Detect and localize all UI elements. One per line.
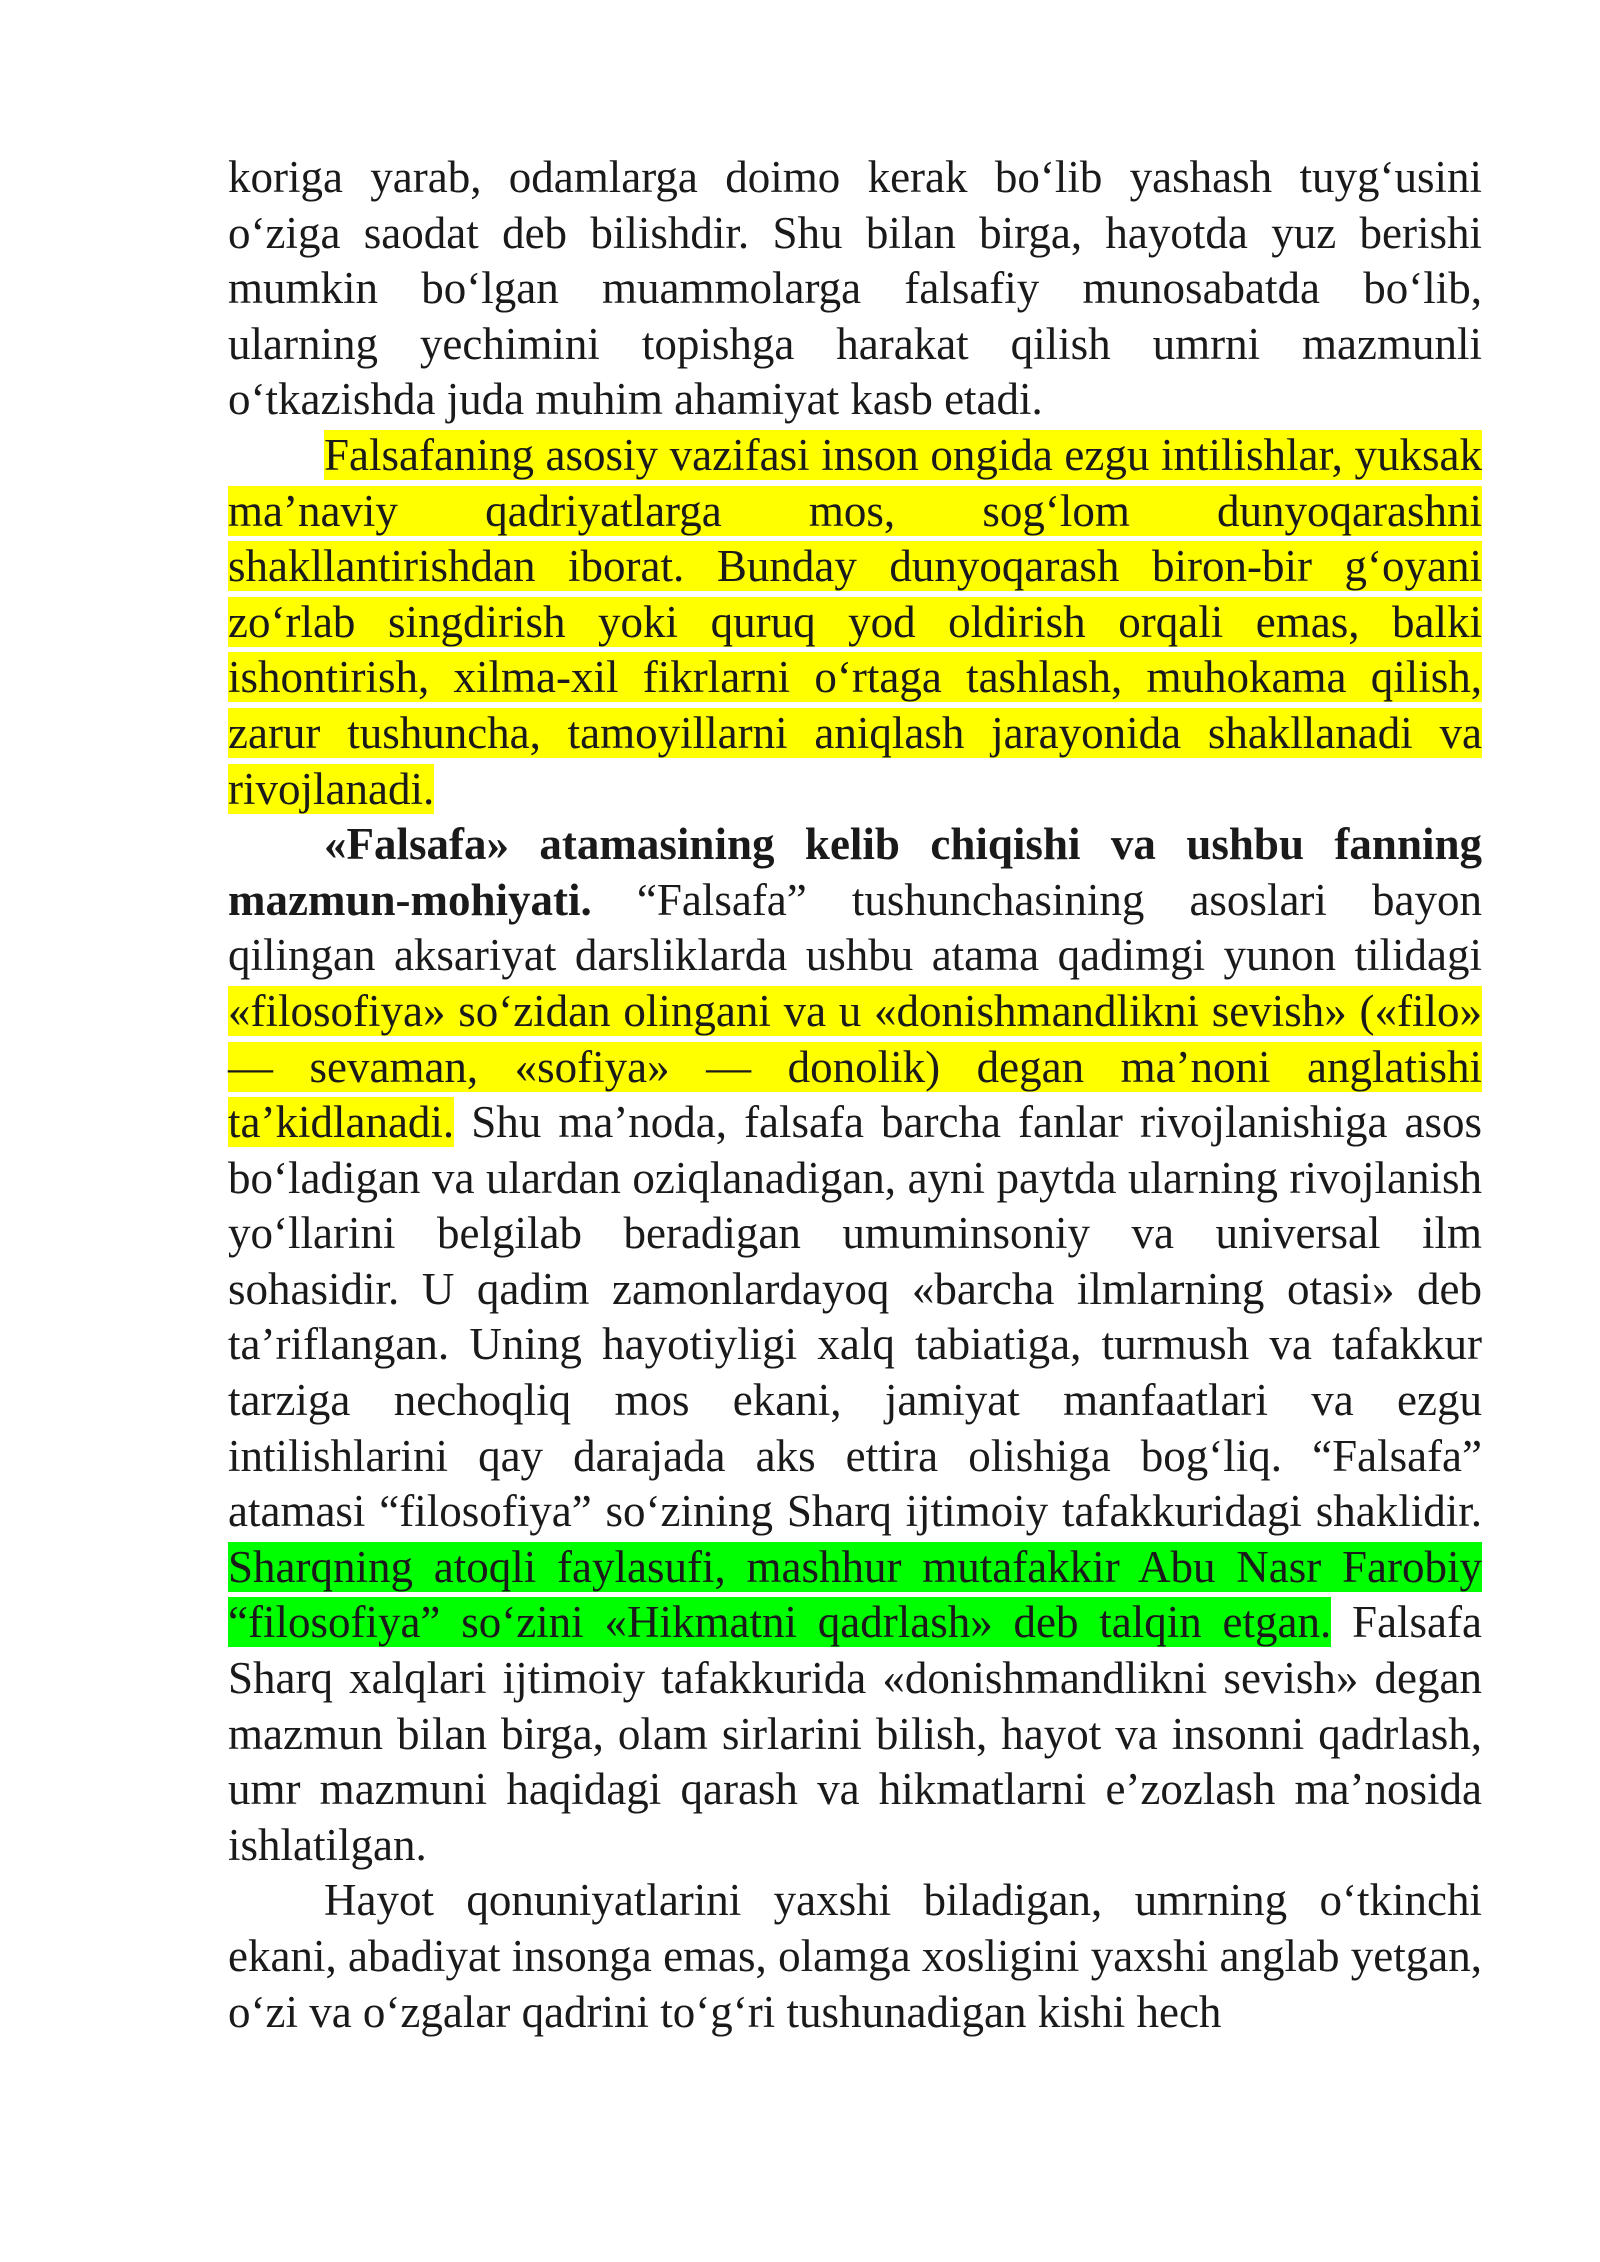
paragraph-3-text-b: Shu ma’noda, falsafa barcha fanlar rivojlanishiga asos bo‘ladigan va ulardan oziqlanadigan, ayni paytda ularning rivojlanish yo‘llarini belgilab beradigan umuminsoniy va universal ilm sohasidir. U qadim zamonlardayoq «barcha ilmlarning otasi» deb ta’riflangan. Uning hayotiyligi xalq tabiatiga, turmush va tafakkur tarziga nechoqliq mos ekani, jamiyat manfaatlari va ezgu intilishlarini qay darajada aks ettira olishiga bog‘liq. “Falsafa” atamasi “filosofiya” so‘zining Sharq ijtimoiy tafakkuridagi shaklidir. bbox=[228, 1097, 1482, 1537]
paragraph-4-text: Hayot qonuniyatlarini yaxshi biladigan, umrning o‘tkinchi ekani, abadiyat insonga emas, olamga xosligini yaxshi anglab yetgan, o‘zi va o‘zgalar qadrini to‘g‘ri tushunadigan kishi hech bbox=[228, 1875, 1482, 2037]
paragraph-3 bbox=[228, 817, 1482, 1873]
green-highlight: Sharqning atoqli faylasufi, mashhur mutafakkir Abu Nasr Farobiy “filosofiya” so‘zini «Hikmatni qadrlash» deb talqin etgan. bbox=[228, 1541, 1482, 1648]
paragraph-2 bbox=[228, 428, 1482, 817]
yellow-highlight: Falsafaning asosiy vazifasi inson ongida ezgu intilishlar, yuksak ma’naviy qadriyatlarga mos, sog‘lom dunyoqarashni shakllantirishdan iborat. Bunday dunyoqarash biron-bir g‘oyani zo‘rlab singdirish yoki quruq yod oldirish orqali emas, balki ishontirish, xilma-xil fikrlarni o‘rtaga tashlash, muhokama qilish, zarur tushuncha, tamoyillarni aniqlash jarayonida shakllanadi va rivojlanadi. bbox=[228, 429, 1482, 814]
document-page bbox=[228, 150, 1482, 2040]
paragraph-1 bbox=[228, 150, 1482, 428]
paragraph-1-text: koriga yarab, odamlarga doimo kerak bo‘lib yashash tuyg‘usini o‘ziga saodat deb bilishdir. Shu bilan birga, hayotda yuz berishi mumkin bo‘lgan muammolarga falsafiy munosabatda bo‘lib, ularning yechimini topishga harakat qilish umrni mazmunli o‘tkazishda juda muhim ahamiyat kasb etadi. bbox=[228, 152, 1482, 425]
paragraph-3-text-c: Falsafa Sharq xalqlari ijtimoiy tafakkurida «donishmandlikni sevish» degan mazmun bilan birga, olam sirlarini bilish, hayot va insonni qadrlash, umr mazmuni haqidagi qarash va hikmatlarni e’zozlash ma’nosida ishlatilgan. bbox=[228, 1597, 1482, 1870]
yellow-highlight: «filosofiya» so‘zidan olingani va u «donishmandlikni sevish» («filo» — sevaman, «sofiya» — donolik) degan ma’noni anglatishi ta’kidlanadi. bbox=[228, 985, 1482, 1148]
paragraph-3-text-a: “Falsafa” tushunchasining asoslari bayon qilingan aksariyat darsliklarda ushbu atama qadimgi yunon tilidagi bbox=[228, 874, 1482, 981]
section-heading: «Falsafa» atamasining kelib chiqishi va ushbu fanning mazmun-mohiyati. bbox=[228, 819, 1482, 925]
paragraph-4 bbox=[228, 1873, 1482, 2040]
